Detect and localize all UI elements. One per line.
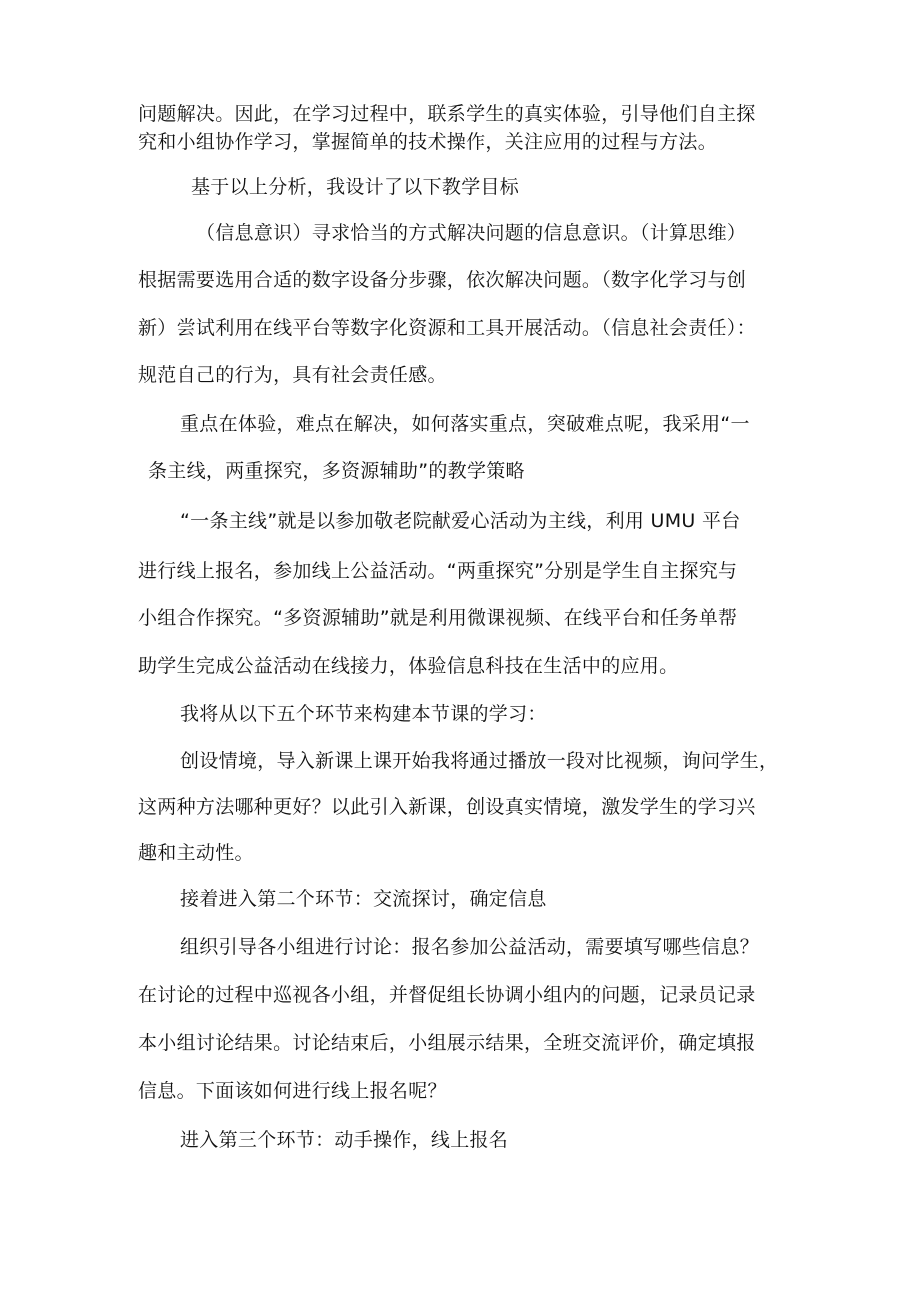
text-line: 规范自己的行为，具有社会责任感。: [138, 364, 447, 386]
text-line: （信息意识）寻求恰当的方式解决问题的信息意识。（计算思维）: [196, 222, 747, 244]
text-line: 本小组讨论结果。讨论结束后，小组展示结果，全班交流评价，确定填报: [138, 1032, 756, 1054]
text-line: 问题解决。因此，在学习过程中，联系学生的真实体验，引导他们自主探: [138, 103, 756, 125]
text-line: 信息。下面该如何进行线上报名呢？: [138, 1080, 447, 1102]
text-line: 根据需要选用合适的数字设备分步骤，依次解决问题。（数字化学习与创: [138, 269, 747, 291]
text-line: 基于以上分析，我设计了以下教学目标: [191, 176, 520, 198]
text-line: 进行线上报名，参加线上公益活动。“两重探究”分别是学生自主探究与: [138, 560, 738, 582]
text-line: 我将从以下五个环节来构建本节课的学习：: [180, 703, 547, 725]
text-line: 新）尝试利用在线平台等数字化资源和工具开展活动。（信息社会责任）：: [138, 317, 756, 339]
text-line: 趣和主动性。: [138, 842, 254, 864]
text-line: 在讨论的过程中巡视各小组，并督促组长协调小组内的问题，记录员记录: [138, 984, 756, 1006]
text-line: 助学生完成公益活动在线接力，体验信息科技在生活中的应用。: [138, 655, 679, 677]
text-line: 组织引导各小组进行讨论：报名参加公益活动，需要填写哪些信息？: [180, 936, 760, 958]
text-line: 重点在体验，难点在解决，如何落实重点，突破难点呢，我采用“一: [180, 413, 750, 435]
text-line: “一条主线”就是以参加敬老院献爱心活动为主线，利用 UMU 平台: [180, 510, 741, 532]
text-line: 小组合作探究。“多资源辅助”就是利用微课视频、在线平台和任务单帮: [138, 607, 738, 629]
text-line: 创设情境，导入新课上课开始我将通过播放一段对比视频，询问学生，: [180, 750, 779, 772]
text-line: 条主线，两重探究，多资源辅助”的教学策略: [148, 460, 525, 482]
text-line: 进入第三个环节：动手操作，线上报名: [180, 1129, 509, 1151]
text-line: 接着进入第二个环节：交流探讨，确定信息: [180, 888, 547, 910]
text-line: 这两种方法哪种更好？以此引入新课，创设真实情境，激发学生的学习兴: [138, 796, 756, 818]
text-line: 究和小组协作学习，掌握简单的技术操作，关注应用的过程与方法。: [138, 131, 718, 153]
